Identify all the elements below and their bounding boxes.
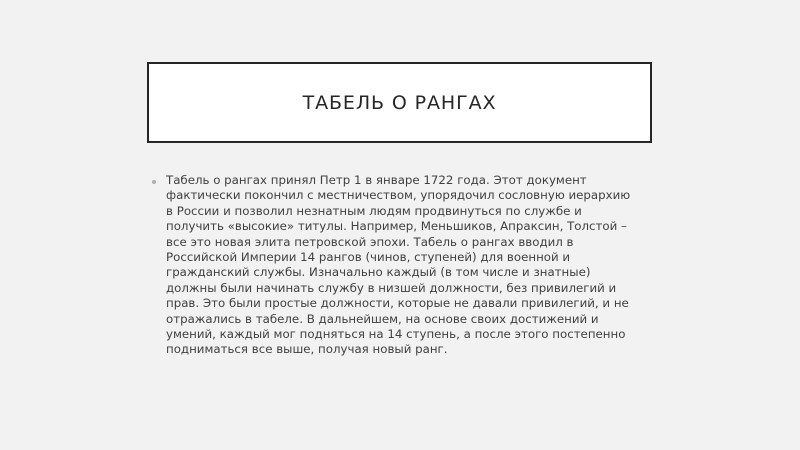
slide-content <box>152 173 640 358</box>
bullet-dot-icon <box>152 180 156 184</box>
slide-title: ТАБЕЛЬ О РАНГАХ <box>302 91 497 114</box>
bullet-item <box>152 173 640 358</box>
bullet-text: Табель о рангах принял Петр 1 в январе 1722 года. Этот документ фактически покончил с местничеством, упорядочил сословную иерархию в России и позволил незнатным людям продвинуться по службе и получить «высокие» титулы. Например, Меньшиков, Апраксин, Толстой – все это новая элита петровской эпохи. Табель о рангах вводил в Российской Империи 14 рангов (чинов, ступеней) для военной и гражданский службы. Изначально каждый (в том числе и знатные) должны были начинать службу в низшей должности, без привилегий и прав. Это были простые должности, которые не давали привилегий, и не отражались в табеле. В дальнейшем, на основе своих достижений и умений, каждый мог подняться на 14 ступень, а после этого постепенно подниматься все выше, получая новый ранг. <box>166 173 631 357</box>
title-box <box>147 62 652 143</box>
